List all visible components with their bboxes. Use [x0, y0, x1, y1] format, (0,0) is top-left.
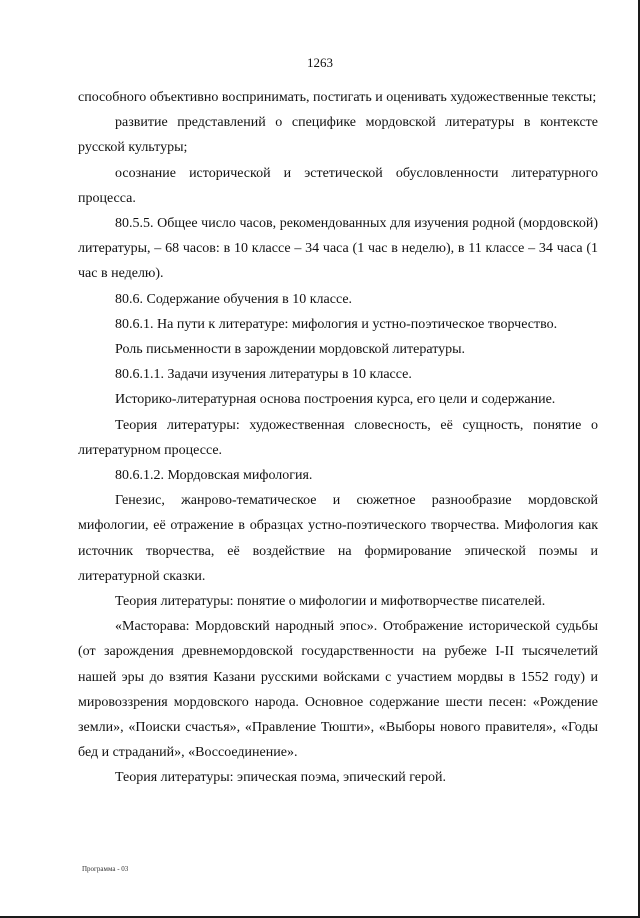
paragraph: «Масторава: Мордовский народный эпос». Отображение исторической судьбы (от зарождения древнемордовской государственности на рубеже I-II тысячелетий нашей эры до взятия Казани русскими войсками с участием мордвы в 1552 году) и мировоззрения мордовского народа. Основное содержание шести песен: «Рождение земли», «Поиски счастья», «Правление Тюшти», «Выборы нового правителя», «Годы бед и страданий», «Воссоединение».	[78, 619, 598, 761]
paragraph: 80.6.1.1. Задачи изучения литературы в 10 классе.	[115, 367, 412, 383]
page-number: 1263	[307, 55, 333, 70]
paragraph: 80.6.1. На пути к литературе: мифология и устно-поэтическое творчество.	[115, 316, 558, 332]
paragraph: Теория литературы: эпическая поэма, эпический герой.	[115, 770, 446, 786]
paragraph: осознание исторической и эстетической обусловленности литературного процесса.	[78, 165, 598, 206]
body-text	[78, 85, 598, 791]
paragraph: Генезис, жанрово-тематическое и сюжетное разнообразие мордовской мифологии, её отражение в образцах устно-поэтического творчества. Мифология как источник творчества, её воздействие на формирование эпической поэмы и литературной сказки.	[78, 493, 598, 584]
paragraph: 80.6.1.2. Мордовская мифология.	[115, 468, 313, 484]
paragraph: Роль письменности в зарождении мордовской литературы.	[115, 342, 466, 358]
paragraph: Теория литературы: художественная словесность, её сущность, понятие о литературном процессе.	[78, 417, 598, 458]
paragraph: Историко-литературная основа построения курса, его цели и содержание.	[115, 392, 556, 408]
paragraph: способного объективно воспринимать, постигать и оценивать художественные тексты;	[78, 90, 597, 105]
paragraph: Теория литературы: понятие о мифологии и мифотворчестве писателей.	[115, 594, 546, 610]
footer-label: Программа - 03	[82, 865, 129, 873]
paragraph: развитие представлений о специфике мордовской литературы в контексте русской культуры;	[78, 115, 598, 156]
paragraph: 80.6. Содержание обучения в 10 классе.	[115, 291, 353, 307]
paragraph: 80.5.5. Общее число часов, рекомендованных для изучения родной (мордовской) литературы, – 68 часов: в 10 классе – 34 часа (1 час в неделю), в 11 классе – 34 часа (1 час в неделю).	[78, 216, 598, 282]
